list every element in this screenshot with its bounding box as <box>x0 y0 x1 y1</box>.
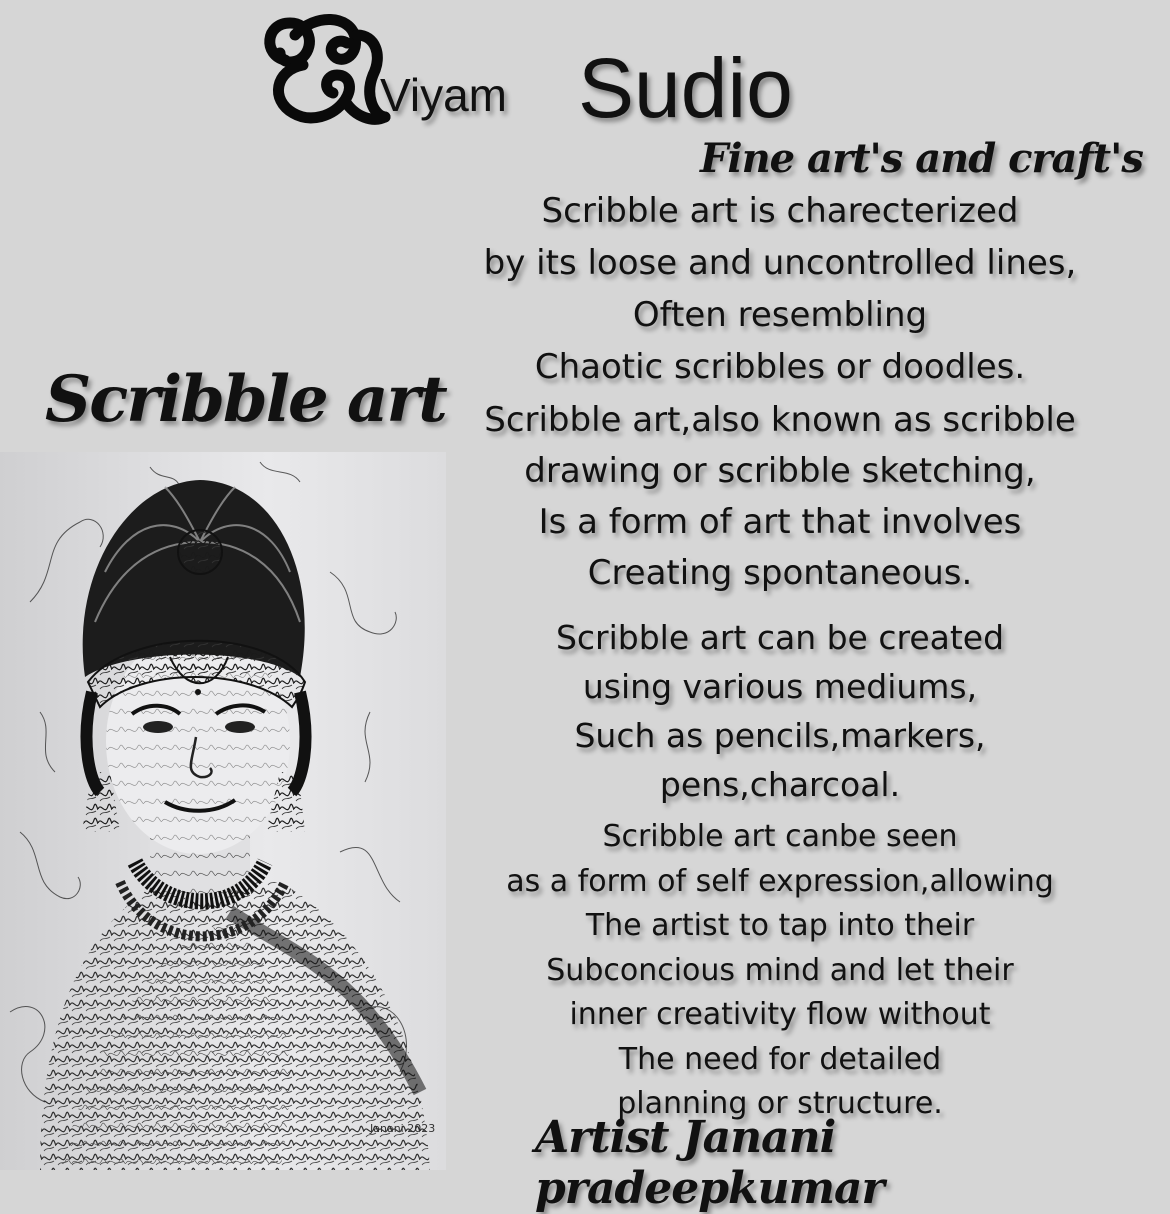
text-line: planning or structure. <box>617 1086 943 1121</box>
brand-name-viyam: Viyam <box>380 69 507 121</box>
text-line: Scribble art can be created <box>555 618 1005 657</box>
text-line: Such as pencils,markers, <box>574 716 986 755</box>
text-line: Scribble art canbe seen <box>602 819 958 854</box>
text-line: Scribble art,also known as scribble <box>484 400 1076 440</box>
artist-signature: Janani 2023 <box>370 1122 436 1135</box>
paragraph-3 <box>450 613 1110 809</box>
text-line: Chaotic scribbles or doodles. <box>534 347 1026 387</box>
text-line: The need for detailed <box>618 1041 942 1077</box>
text-line: Often resembling <box>632 295 928 335</box>
paragraph-1 <box>450 185 1110 393</box>
text-line: by its loose and uncontrolled lines, <box>483 243 1077 283</box>
paragraph-4 <box>450 815 1110 1127</box>
text-line: Is a form of art that involves <box>538 502 1022 542</box>
artwork-image <box>0 452 446 1170</box>
paragraph-2 <box>450 395 1110 599</box>
brand-name-sudio: Sudio <box>578 41 793 135</box>
text-line: The artist to tap into their <box>585 908 975 943</box>
artist-credit: Artist Janani pradeepkumar <box>535 1112 884 1214</box>
artwork-title: Scribble art <box>45 362 446 437</box>
text-line: pens,charcoal. <box>659 765 901 804</box>
text-line: using various mediums, <box>582 667 978 706</box>
text-line: Subconcious mind and let their <box>546 952 1014 988</box>
text-line: Creating spontaneous. <box>587 553 973 593</box>
text-line: drawing or scribble sketching, <box>524 451 1036 491</box>
tagline: Fine art's and craft's <box>700 135 1143 182</box>
text-line: inner creativity flow without <box>569 997 991 1032</box>
scribble-portrait-drawing <box>0 452 446 1170</box>
text-line: as a form of self expression,allowing <box>506 863 1054 899</box>
text-line: Scribble art is charecterized <box>541 191 1019 231</box>
